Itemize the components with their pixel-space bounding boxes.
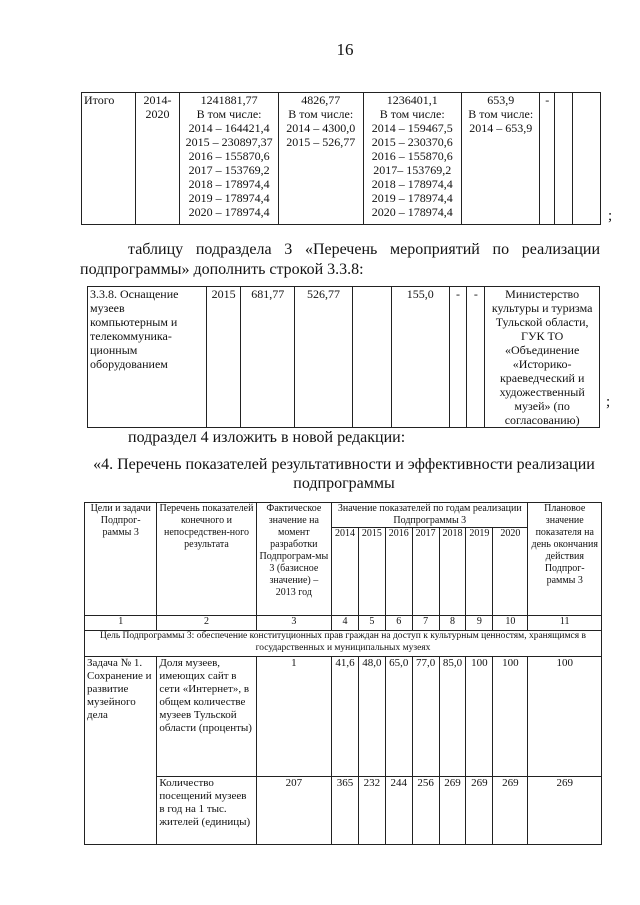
column-number: 5: [358, 616, 385, 631]
indicator-value: 100: [466, 657, 493, 777]
other-amount: -: [540, 93, 555, 225]
section-title-line: подпрограммы: [293, 475, 395, 492]
column-number: 4: [332, 616, 359, 631]
page-number: 16: [336, 40, 354, 59]
column-number: 9: [466, 616, 493, 631]
federal-amount: 4826,77 В том числе: 2014 – 4300,0 2015 – 526,77: [278, 93, 363, 225]
header-list: Перечень показателей конечного и непосредствен-ного результата: [157, 503, 256, 616]
year-header: 2018: [439, 528, 466, 616]
measure-municipal: 155,0: [391, 287, 449, 428]
table-row: [85, 657, 602, 777]
year-header: 2015: [358, 528, 385, 616]
indicator-value: 85,0: [439, 657, 466, 777]
row-338-table: [87, 286, 600, 428]
year-header: 2020: [493, 528, 528, 616]
indicator-value: 232: [358, 777, 385, 845]
indicator-value: 269: [466, 777, 493, 845]
semicolon: ;: [608, 208, 613, 224]
empty-cell: [555, 93, 573, 225]
indicator-base: 207: [256, 777, 331, 845]
paragraph-1: таблицу подраздела 3 «Перечень мероприятий по реализации подпрограммы» дополнить строкой 3.3.8:: [80, 241, 600, 278]
semicolon: ;: [606, 394, 611, 410]
header-goals: Цели и задачи Подпрог-раммы 3: [85, 503, 157, 616]
indicator-value: 256: [412, 777, 439, 845]
indicator-value: 41,6: [332, 657, 359, 777]
column-number: 8: [439, 616, 466, 631]
measure-total: 681,77: [241, 287, 295, 428]
indicator-value: 77,0: [412, 657, 439, 777]
column-number: 2: [157, 616, 256, 631]
column-number: 1: [85, 616, 157, 631]
indicator-value: 65,0: [385, 657, 412, 777]
table-header-row: [85, 503, 602, 528]
totals-table: [81, 92, 601, 225]
paragraph-2: подраздел 4 изложить в новой редакции:: [128, 429, 406, 446]
header-actual: Фактическое значение на момент разработки Подпрограм-мы 3 (базисное значение) – 2013 год: [256, 503, 331, 616]
total-amount: 1241881,77 В том числе: 2014 – 164421,4 2015 – 230897,37 2016 – 155870,6 2017 – 153769,2 2018 – 178974,4 2019 – 178974,4 2020 – 178974,4: [180, 93, 279, 225]
total-label: Итого: [82, 93, 136, 225]
measure-federal: 526,77: [295, 287, 353, 428]
indicator-name: Количество посещений музеев в год на 1 тыс. жителей (единицы): [157, 777, 256, 845]
table-row: [88, 287, 600, 428]
column-number: 11: [528, 616, 602, 631]
measure-regional: [352, 287, 391, 428]
goal-row: [85, 631, 602, 657]
regional-amount: 1236401,1 В том числе: 2014 – 159467,5 2015 – 230370,6 2016 – 155870,6 2017– 153769,2 2018 – 178974,4 2019 – 178974,4 2020 – 178974,4: [363, 93, 461, 225]
indicator-base: 1: [256, 657, 331, 777]
indicator-value: 244: [385, 777, 412, 845]
column-numbers-row: [85, 616, 602, 631]
task-cell: Задача № 1. Сохранение и развитие музейного дела: [85, 657, 157, 845]
indicator-value: 48,0: [358, 657, 385, 777]
indicator-value: 100: [493, 657, 528, 777]
section-title: [80, 455, 608, 493]
column-number: 7: [412, 616, 439, 631]
year-header: 2016: [385, 528, 412, 616]
year-header: 2019: [466, 528, 493, 616]
table-row: [85, 777, 602, 845]
measure-name: 3.3.8. Оснащение музеев компьютерным и телекоммуника-ционным оборудованием: [88, 287, 207, 428]
indicator-value: 269: [493, 777, 528, 845]
column-number: 6: [385, 616, 412, 631]
indicator-value: 269: [439, 777, 466, 845]
total-period: 2014- 2020: [135, 93, 179, 225]
indicator-name: Доля музеев, имеющих сайт в сети «Интернет», в общем количестве музеев Тульской области (проценты): [157, 657, 256, 777]
indicators-table: [84, 502, 602, 845]
measure-dash: -: [467, 287, 485, 428]
goal-line: Цель Подпрограммы 3: обеспечение конституционных прав граждан на доступ к культурным ценностям, хранящимся в государственных и муниципальных музеях: [85, 631, 602, 657]
year-header: 2017: [412, 528, 439, 616]
table-row: [82, 93, 601, 225]
section-title-line: «4. Перечень показателей результативности и эффективности реализации: [93, 456, 595, 473]
column-number: 3: [256, 616, 331, 631]
column-number: 10: [493, 616, 528, 631]
measure-dash: -: [449, 287, 467, 428]
year-header: 2014: [332, 528, 359, 616]
measure-executor: Министерство культуры и туризма Тульской области, ГУК ТО «Объединение «Историко-краеведческий и художественный музей» (по согласованию): [485, 287, 600, 428]
municipal-amount: 653,9 В том числе: 2014 – 653,9: [461, 93, 540, 225]
empty-cell: [573, 93, 601, 225]
header-values-group: Значение показателей по годам реализации Подпрограммы 3: [332, 503, 528, 528]
indicator-plan: 100: [528, 657, 602, 777]
indicator-plan: 269: [528, 777, 602, 845]
measure-year: 2015: [206, 287, 241, 428]
indicator-value: 365: [332, 777, 359, 845]
header-planned: Плановое значение показателя на день окончания действия Подпрог-раммы 3: [528, 503, 602, 616]
